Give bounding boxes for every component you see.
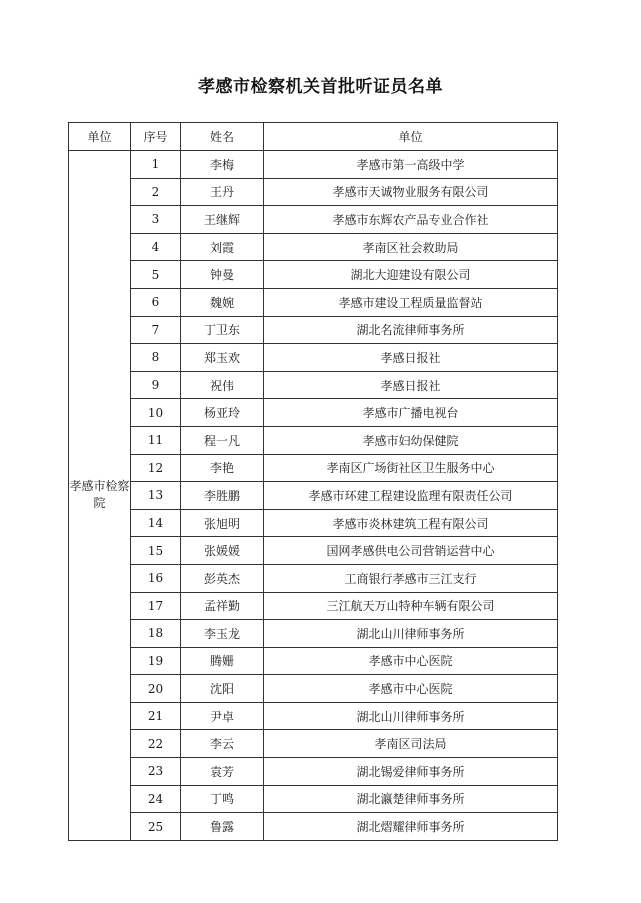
table-row	[69, 233, 558, 261]
org-cell: 孝南区社会救助局	[264, 233, 558, 261]
org-cell: 国网孝感供电公司营销运营中心	[264, 537, 558, 565]
org-cell: 孝感市妇幼保健院	[264, 426, 558, 454]
org-cell: 湖北名流律师事务所	[264, 316, 558, 344]
name-cell: 李胜鹏	[181, 482, 264, 510]
table-row	[69, 758, 558, 786]
seq-cell: 21	[131, 702, 181, 730]
org-cell: 孝感日报社	[264, 344, 558, 372]
name-cell: 丁卫东	[181, 316, 264, 344]
seq-cell: 25	[131, 813, 181, 841]
table-row	[69, 454, 558, 482]
name-cell: 杨亚玲	[181, 399, 264, 427]
table-row	[69, 371, 558, 399]
seq-cell: 14	[131, 509, 181, 537]
name-cell: 张旭明	[181, 509, 264, 537]
name-cell: 孟祥勤	[181, 592, 264, 620]
org-cell: 孝感市第一高级中学	[264, 151, 558, 179]
table-row	[69, 482, 558, 510]
seq-cell: 24	[131, 785, 181, 813]
name-cell: 王继辉	[181, 206, 264, 234]
seq-cell: 1	[131, 151, 181, 179]
org-cell: 孝感市中心医院	[264, 647, 558, 675]
name-cell: 祝伟	[181, 371, 264, 399]
org-cell: 孝感市环建工程建设监理有限责任公司	[264, 482, 558, 510]
org-cell: 孝感市中心医院	[264, 675, 558, 703]
name-cell: 王丹	[181, 178, 264, 206]
org-cell: 工商银行孝感市三江支行	[264, 564, 558, 592]
org-cell: 孝感市东辉农产品专业合作社	[264, 206, 558, 234]
seq-cell: 9	[131, 371, 181, 399]
org-cell: 孝感市天诚物业服务有限公司	[264, 178, 558, 206]
seq-cell: 7	[131, 316, 181, 344]
org-cell: 湖北熠耀律师事务所	[264, 813, 558, 841]
table-row	[69, 813, 558, 841]
seq-cell: 16	[131, 564, 181, 592]
seq-cell: 8	[131, 344, 181, 372]
name-cell: 彭英杰	[181, 564, 264, 592]
table-row	[69, 564, 558, 592]
unit-cell: 孝感市检察院	[69, 151, 131, 841]
header-org: 单位	[264, 123, 558, 151]
name-cell: 魏婉	[181, 288, 264, 316]
table-row	[69, 730, 558, 758]
table-row	[69, 509, 558, 537]
org-cell: 孝南区司法局	[264, 730, 558, 758]
name-cell: 钟曼	[181, 261, 264, 289]
table-row	[69, 151, 558, 179]
seq-cell: 5	[131, 261, 181, 289]
org-cell: 三江航天万山特种车辆有限公司	[264, 592, 558, 620]
table-header	[69, 123, 558, 151]
org-cell: 湖北山川律师事务所	[264, 620, 558, 648]
table-row	[69, 675, 558, 703]
org-cell: 湖北锡爱律师事务所	[264, 758, 558, 786]
org-cell: 孝感市建设工程质量监督站	[264, 288, 558, 316]
hearing-officer-table	[68, 122, 558, 841]
table-row	[69, 178, 558, 206]
name-cell: 刘霞	[181, 233, 264, 261]
table-row	[69, 426, 558, 454]
org-cell: 孝南区广场街社区卫生服务中心	[264, 454, 558, 482]
seq-cell: 10	[131, 399, 181, 427]
page-title: 孝感市检察机关首批听证员名单	[198, 77, 443, 97]
seq-cell: 20	[131, 675, 181, 703]
table-row	[69, 592, 558, 620]
org-cell: 湖北山川律师事务所	[264, 702, 558, 730]
seq-cell: 3	[131, 206, 181, 234]
seq-cell: 15	[131, 537, 181, 565]
name-cell: 李艳	[181, 454, 264, 482]
name-cell: 腾姗	[181, 647, 264, 675]
seq-cell: 13	[131, 482, 181, 510]
seq-cell: 19	[131, 647, 181, 675]
header-seq: 序号	[131, 123, 181, 151]
seq-cell: 2	[131, 178, 181, 206]
table-row	[69, 620, 558, 648]
org-cell: 湖北大迎建设有限公司	[264, 261, 558, 289]
name-cell: 李梅	[181, 151, 264, 179]
seq-cell: 17	[131, 592, 181, 620]
table-row	[69, 261, 558, 289]
org-cell: 孝感市广播电视台	[264, 399, 558, 427]
name-cell: 丁鸣	[181, 785, 264, 813]
table-row	[69, 344, 558, 372]
org-cell: 湖北瀛楚律师事务所	[264, 785, 558, 813]
name-cell: 李云	[181, 730, 264, 758]
seq-cell: 11	[131, 426, 181, 454]
table-row	[69, 785, 558, 813]
table-row	[69, 206, 558, 234]
table-row	[69, 288, 558, 316]
name-cell: 尹卓	[181, 702, 264, 730]
seq-cell: 18	[131, 620, 181, 648]
table-body	[69, 151, 558, 841]
name-cell: 李玉龙	[181, 620, 264, 648]
name-cell: 沈阳	[181, 675, 264, 703]
name-cell: 鲁露	[181, 813, 264, 841]
org-cell: 孝感日报社	[264, 371, 558, 399]
table-row	[69, 702, 558, 730]
seq-cell: 22	[131, 730, 181, 758]
org-cell: 孝感市炎林建筑工程有限公司	[264, 509, 558, 537]
header-row	[69, 123, 558, 151]
table-row	[69, 316, 558, 344]
table-row	[69, 537, 558, 565]
header-unit: 单位	[69, 123, 131, 151]
seq-cell: 12	[131, 454, 181, 482]
name-cell: 郑玉欢	[181, 344, 264, 372]
table-row	[69, 647, 558, 675]
seq-cell: 6	[131, 288, 181, 316]
name-cell: 张媛媛	[181, 537, 264, 565]
table-row	[69, 399, 558, 427]
name-cell: 程一凡	[181, 426, 264, 454]
seq-cell: 23	[131, 758, 181, 786]
name-cell: 袁芳	[181, 758, 264, 786]
header-name: 姓名	[181, 123, 264, 151]
seq-cell: 4	[131, 233, 181, 261]
